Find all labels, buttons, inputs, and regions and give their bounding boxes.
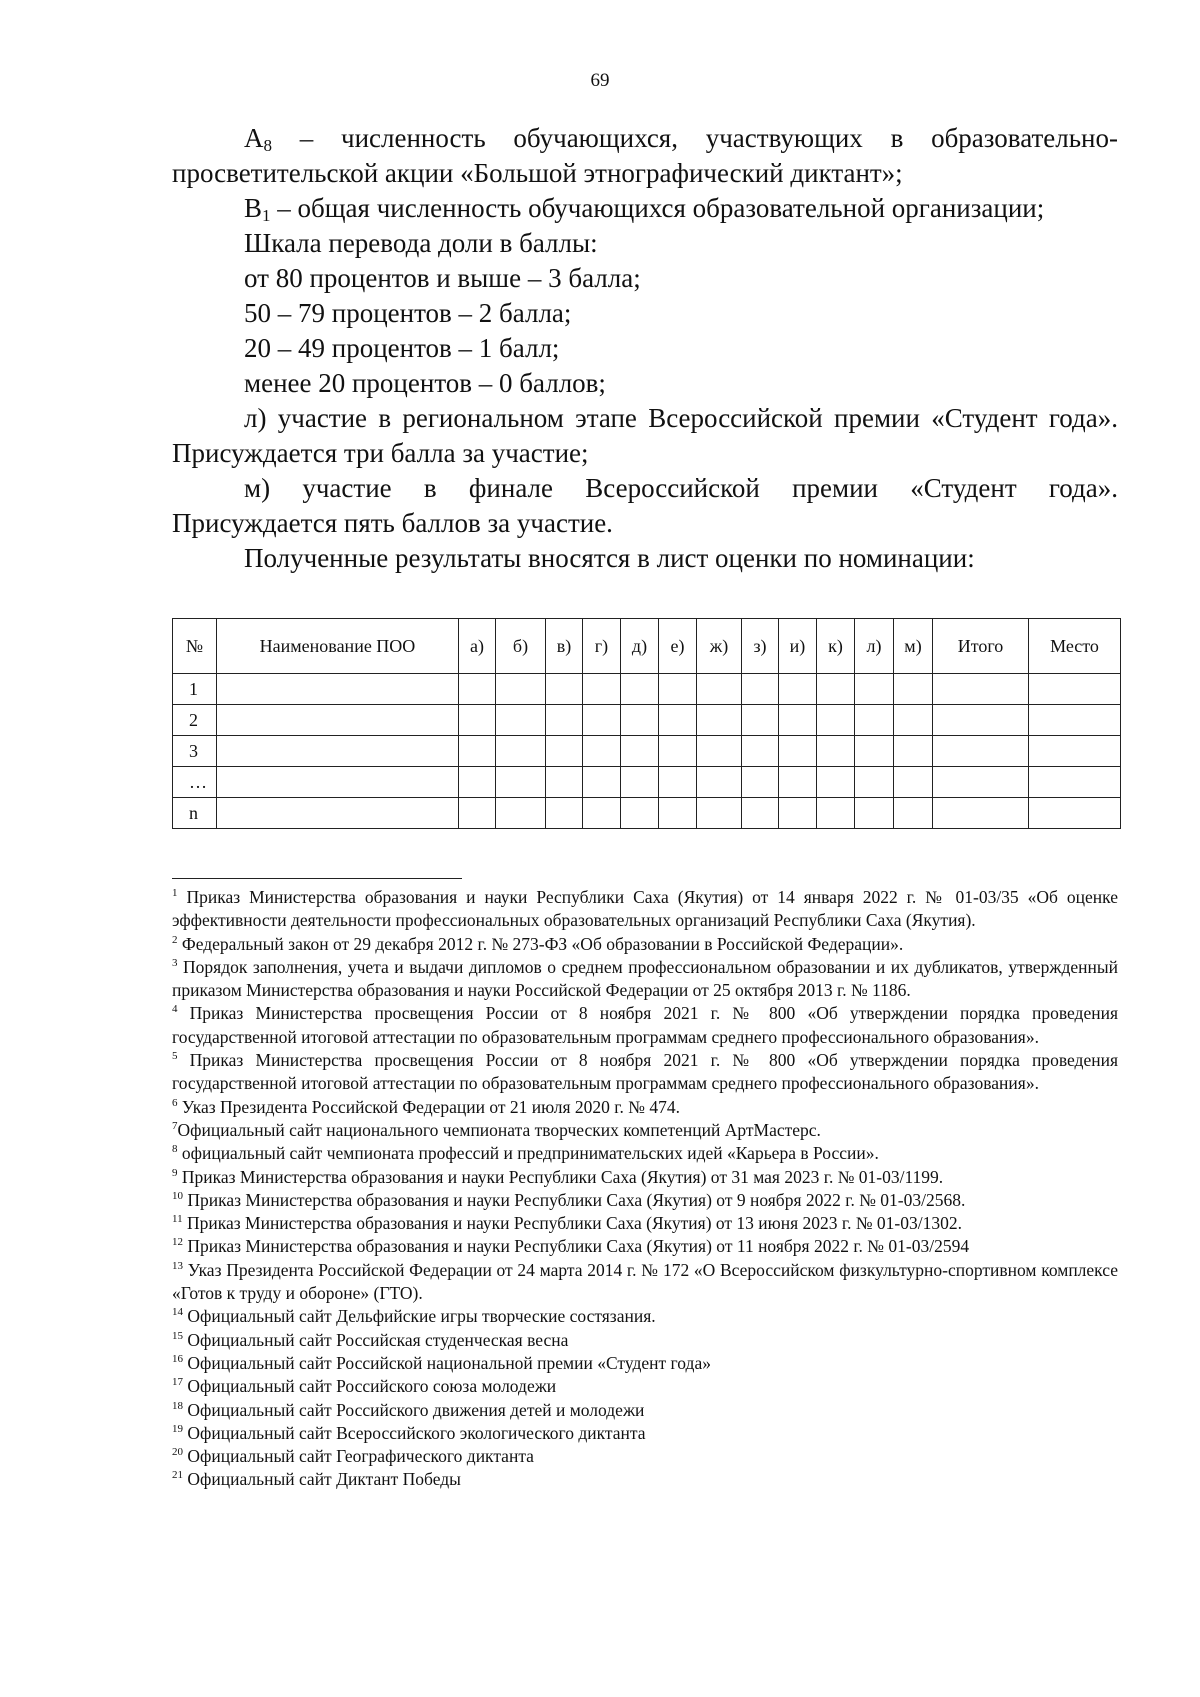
empty-cell [496, 736, 546, 767]
row-number: 1 [173, 674, 217, 705]
empty-cell [697, 798, 742, 829]
header-g: г) [583, 619, 621, 674]
footnote-3 [172, 956, 1118, 1003]
footnote-1 [172, 886, 1118, 933]
footnote-marker: 21 [172, 1469, 183, 1482]
empty-cell [659, 798, 697, 829]
row-number: n [173, 798, 217, 829]
empty-cell [659, 736, 697, 767]
footnote-text: Приказ Министерства просвещения России от 8 ноября 2021 г. № 800 «Об утверждении порядка проведения государственной итоговой аттестации по образовательным программам среднего профессионального образования». [172, 1050, 1119, 1094]
footnote-separator [172, 878, 462, 879]
footnote-marker: 16 [172, 1353, 183, 1366]
empty-cell [855, 798, 894, 829]
empty-cell [621, 798, 659, 829]
footnote-17 [172, 1375, 1118, 1398]
footnote-marker: 1 [172, 887, 178, 900]
footnote-text: Официальный сайт Географического диктанта [187, 1446, 534, 1467]
header-e: е) [659, 619, 697, 674]
footnote-text: Приказ Министерства образования и науки Республики Саха (Якутия) от 14 января 2022 г. № 01-03/35 «Об оценке эффективности деятельности профессиональных образовательных организаций Республики Саха (Якутия). [172, 887, 1118, 931]
row-number: 3 [173, 736, 217, 767]
row-number: 2 [173, 705, 217, 736]
empty-cell [496, 674, 546, 705]
header-total: Итого [933, 619, 1029, 674]
empty-cell [933, 674, 1029, 705]
empty-cell [217, 767, 459, 798]
empty-cell [1029, 705, 1121, 736]
empty-cell [621, 705, 659, 736]
empty-cell [894, 736, 933, 767]
footnote-marker: 6 [172, 1096, 178, 1109]
a8-symbol: А [244, 123, 264, 153]
footnote-text: Приказ Министерства образования и науки Республики Саха (Якутия) от 13 июня 2023 г. № 01-03/1302. [186, 1213, 963, 1234]
empty-cell [459, 798, 496, 829]
empty-cell [496, 767, 546, 798]
footnote-text: Официальный сайт Российская студенческая весна [187, 1329, 569, 1350]
empty-cell [621, 736, 659, 767]
footnote-text: Федеральный закон от 29 декабря 2012 г. № 273-ФЗ «Об образовании в Российской Федерации». [181, 933, 904, 954]
header-b: б) [496, 619, 546, 674]
header-a: а) [459, 619, 496, 674]
header-v: в) [546, 619, 583, 674]
empty-cell [1029, 674, 1121, 705]
empty-cell [583, 767, 621, 798]
empty-cell [855, 674, 894, 705]
header-d: д) [621, 619, 659, 674]
empty-cell [459, 767, 496, 798]
footnote-text: Приказ Министерства образования и науки Республики Саха (Якутия) от 9 ноября 2022 г. № 01-03/2568. [187, 1189, 966, 1210]
empty-cell [1029, 736, 1121, 767]
footnote-marker: 2 [172, 933, 178, 946]
footnote-text: Приказ Министерства просвещения России от 8 ноября 2021 г. № 800 «Об утверждении порядка проведения государственной итоговой аттестации по образовательным программам среднего профессионального образования». [172, 1003, 1119, 1047]
footnote-marker: 14 [172, 1306, 183, 1319]
footnotes [172, 886, 1118, 1492]
empty-cell [933, 705, 1029, 736]
footnote-15 [172, 1329, 1118, 1352]
empty-cell [894, 798, 933, 829]
a8-text: – численность обучающихся, участвующих в образовательно-просветительской акции «Большой этнографический диктант»; [172, 123, 1118, 188]
footnote-marker: 7 [172, 1120, 178, 1133]
footnote-18 [172, 1399, 1118, 1422]
page-number: 69 [590, 70, 610, 91]
empty-cell [779, 705, 817, 736]
empty-cell [583, 674, 621, 705]
empty-cell [217, 736, 459, 767]
row-number: … [173, 767, 217, 798]
empty-cell [894, 767, 933, 798]
header-place: Место [1029, 619, 1121, 674]
empty-cell [933, 736, 1029, 767]
empty-cell [697, 674, 742, 705]
empty-cell [459, 705, 496, 736]
empty-cell [496, 798, 546, 829]
footnote-text: Официальный сайт Диктант Победы [187, 1469, 461, 1490]
empty-cell [459, 736, 496, 767]
empty-cell [659, 705, 697, 736]
footnote-6 [172, 1096, 1118, 1119]
empty-cell [697, 705, 742, 736]
scale-line: менее 20 процентов – 0 баллов; [244, 368, 606, 398]
header-l: л) [855, 619, 894, 674]
empty-cell [933, 798, 1029, 829]
footnote-marker: 9 [172, 1166, 178, 1179]
footnote-text: официальный сайт чемпионата профессий и предпринимательских идей «Карьера в России». [181, 1143, 879, 1164]
footnote-marker: 8 [172, 1143, 178, 1156]
empty-cell [583, 798, 621, 829]
b1-symbol: В [244, 193, 263, 223]
b1-text: – общая численность обучающихся образовательной организации; [270, 193, 1045, 223]
item-l-line1: л) участие в региональном этапе Всероссийской премии «Студент года». [244, 403, 1118, 433]
b1-subscript: 1 [262, 206, 271, 225]
empty-cell [659, 674, 697, 705]
table-row [173, 705, 1121, 736]
empty-cell [742, 705, 779, 736]
empty-cell [894, 705, 933, 736]
footnote-21 [172, 1468, 1118, 1491]
empty-cell [217, 705, 459, 736]
empty-cell [217, 798, 459, 829]
footnote-marker: 13 [172, 1259, 183, 1272]
header-k: к) [817, 619, 855, 674]
footnote-16 [172, 1352, 1118, 1375]
scale-line: от 80 процентов и выше – 3 балла; [244, 263, 641, 293]
footnote-text: Порядок заполнения, учета и выдачи дипломов о среднем профессиональном образовании и их дубликатов, утвержденный приказом Министерства образования и науки Российской Федерации от 25 октября 2013 г. № 1186. [172, 956, 1119, 1001]
empty-cell [621, 767, 659, 798]
footnote-20 [172, 1445, 1118, 1468]
footnote-text: Официальный сайт Всероссийского экологического диктанта [187, 1422, 646, 1443]
empty-cell [1029, 798, 1121, 829]
table-row [173, 736, 1121, 767]
empty-cell [583, 705, 621, 736]
main-text [172, 121, 1118, 576]
empty-cell [933, 767, 1029, 798]
footnote-marker: 10 [172, 1190, 183, 1203]
empty-cell [817, 736, 855, 767]
footnote-10 [172, 1189, 1118, 1212]
footnote-text: Указ Президента Российской Федерации от 21 июля 2020 г. № 474. [181, 1096, 680, 1117]
a8-subscript: 8 [263, 136, 272, 155]
empty-cell [817, 674, 855, 705]
empty-cell [546, 736, 583, 767]
footnote-text: Приказ Министерства образования и науки Республики Саха (Якутия) от 11 ноября 2022 г. № 01-03/2594 [187, 1236, 970, 1257]
empty-cell [817, 767, 855, 798]
footnote-text: Официальный сайт национального чемпионата творческих компетенций АртМастерс. [177, 1119, 821, 1140]
footnote-marker: 19 [172, 1423, 183, 1435]
footnote-marker: 12 [172, 1236, 183, 1249]
empty-cell [742, 798, 779, 829]
results-line: Полученные результаты вносятся в лист оценки по номинации: [244, 543, 975, 573]
empty-cell [697, 767, 742, 798]
empty-cell [1029, 767, 1121, 798]
empty-cell [546, 767, 583, 798]
scale-title: Шкала перевода доли в баллы: [244, 228, 598, 258]
footnote-marker: 5 [172, 1050, 178, 1063]
header-i: и) [779, 619, 817, 674]
footnote-text: Указ Президента Российской Федерации от 24 марта 2014 г. № 172 «О Всероссийском физкультурно-спортивном комплексе «Готов к труду и обороне» (ГТО). [172, 1259, 1119, 1304]
footnote-4 [172, 1002, 1118, 1049]
footnote-marker: 4 [172, 1003, 178, 1016]
empty-cell [779, 736, 817, 767]
empty-cell [779, 674, 817, 705]
empty-cell [742, 674, 779, 705]
footnote-text: Официальный сайт Дельфийские игры творческие состязания. [187, 1306, 656, 1327]
empty-cell [855, 767, 894, 798]
header-number: № [173, 619, 217, 674]
footnote-marker: 11 [172, 1213, 183, 1226]
footnote-11 [172, 1212, 1118, 1235]
table-header-row [173, 619, 1121, 674]
table-row [173, 798, 1121, 829]
empty-cell [546, 674, 583, 705]
empty-cell [855, 705, 894, 736]
footnote-13 [172, 1259, 1118, 1306]
footnote-2 [172, 933, 1118, 956]
empty-cell [583, 736, 621, 767]
footnote-text: Официальный сайт Российского союза молодежи [187, 1376, 557, 1397]
footnote-9 [172, 1166, 1118, 1189]
footnote-text: Официальный сайт Российской национальной премии «Студент года» [187, 1352, 711, 1373]
footnote-7 [172, 1119, 1118, 1142]
scale-line: 50 – 79 процентов – 2 балла; [244, 298, 572, 328]
empty-cell [894, 674, 933, 705]
header-zh: ж) [697, 619, 742, 674]
paragraph-b1 [172, 191, 1118, 226]
empty-cell [817, 798, 855, 829]
table-row [173, 767, 1121, 798]
empty-cell [779, 798, 817, 829]
empty-cell [659, 767, 697, 798]
footnote-marker: 20 [172, 1446, 183, 1459]
footnote-marker: 18 [172, 1399, 183, 1412]
empty-cell [459, 674, 496, 705]
empty-cell [496, 705, 546, 736]
footnote-12 [172, 1235, 1118, 1258]
paragraph-a8 [172, 121, 1118, 191]
header-z: з) [742, 619, 779, 674]
empty-cell [546, 705, 583, 736]
footnote-text: Официальный сайт Российского движения детей и молодежи [187, 1399, 645, 1420]
empty-cell [217, 674, 459, 705]
footnote-19 [172, 1422, 1118, 1445]
footnote-14 [172, 1305, 1118, 1328]
empty-cell [779, 767, 817, 798]
empty-cell [697, 736, 742, 767]
footnote-text: Приказ Министерства образования и науки Республики Саха (Якутия) от 31 мая 2023 г. № 01-03/1199. [181, 1166, 944, 1187]
footnote-8 [172, 1142, 1118, 1165]
empty-cell [621, 674, 659, 705]
footnote-5 [172, 1049, 1118, 1096]
empty-cell [742, 736, 779, 767]
item-l-line2: Присуждается три балла за участие; [172, 438, 589, 468]
footnote-marker: 3 [172, 957, 178, 970]
empty-cell [855, 736, 894, 767]
empty-cell [742, 767, 779, 798]
table-row [173, 674, 1121, 705]
item-m-line2: Присуждается пять баллов за участие. [172, 508, 613, 538]
footnote-marker: 17 [172, 1376, 183, 1389]
empty-cell [546, 798, 583, 829]
empty-cell [817, 705, 855, 736]
item-m-line1: м) участие в финале Всероссийской премии «Студент года». [244, 473, 1118, 503]
header-m: м) [894, 619, 933, 674]
header-name: Наименование ПОО [217, 619, 459, 674]
scale-line: 20 – 49 процентов – 1 балл; [244, 333, 560, 363]
score-table [172, 618, 1121, 829]
footnote-marker: 15 [172, 1329, 183, 1342]
